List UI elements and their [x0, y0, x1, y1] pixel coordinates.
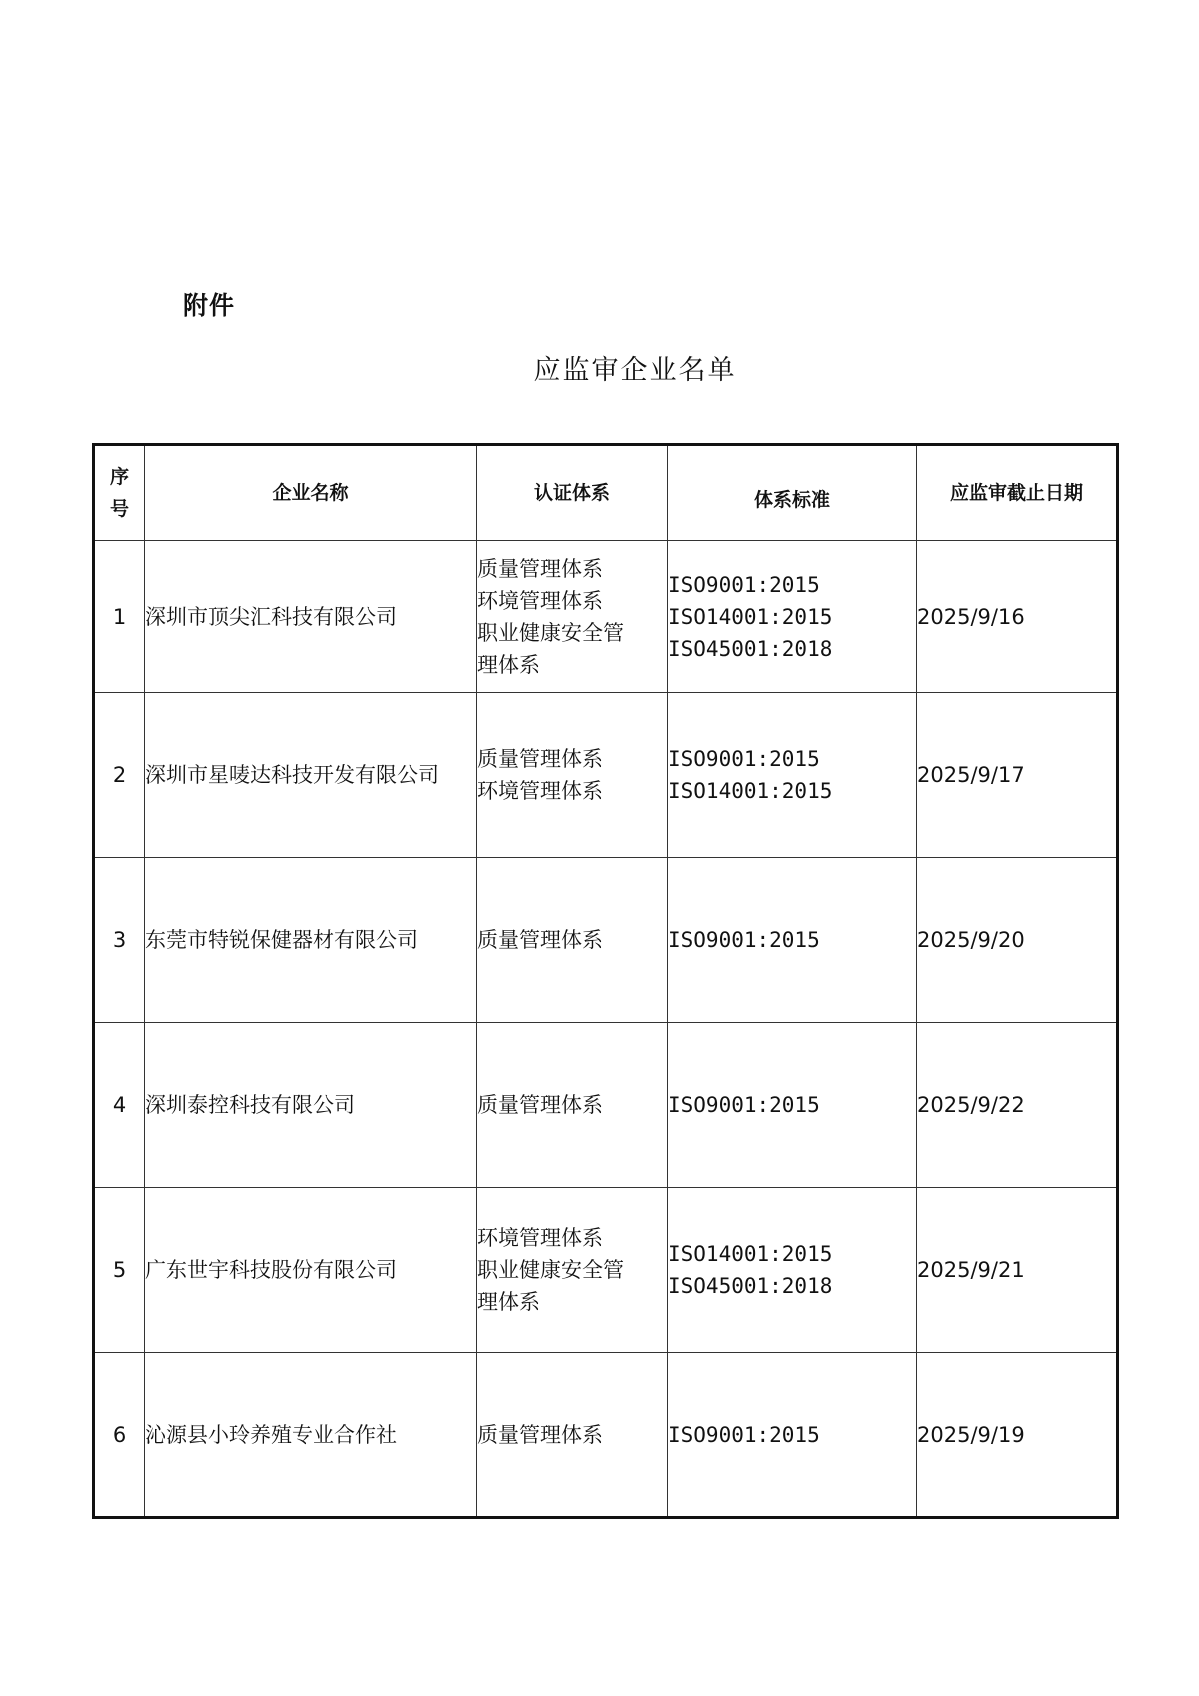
row-company-name: 东莞市特锐保健器材有限公司 [145, 858, 477, 1023]
row-standards [668, 858, 917, 1023]
cert-system-line: 质量管理体系 [477, 747, 603, 771]
row-cert-systems [477, 1023, 668, 1188]
document-title: 应监审企业名单 [533, 355, 737, 386]
header-system: 认证体系 [477, 445, 668, 541]
standard-line: ISO45001:2018 [668, 1274, 833, 1298]
row-deadline: 2025/9/20 [917, 858, 1118, 1023]
row-deadline: 2025/9/21 [917, 1188, 1118, 1353]
cert-system-line: 职业健康安全管 [477, 1258, 624, 1282]
table-header-row [94, 445, 1118, 541]
table-row [94, 858, 1118, 1023]
cert-system-line: 环境管理体系 [477, 1226, 603, 1250]
cert-system-line: 环境管理体系 [477, 588, 603, 613]
row-seq: 3 [94, 858, 145, 1023]
table-body [94, 541, 1118, 1518]
row-company-name: 深圳市星唛达科技开发有限公司 [145, 693, 477, 858]
row-standards [668, 1188, 917, 1353]
row-deadline: 2025/9/17 [917, 693, 1118, 858]
row-standards [668, 1023, 917, 1188]
row-seq: 1 [94, 541, 145, 693]
standard-line: ISO14001:2015 [668, 779, 833, 803]
header-seq-line1: 序 [109, 466, 129, 488]
header-company: 企业名称 [145, 445, 477, 541]
header-deadline: 应监审截止日期 [917, 445, 1118, 541]
row-company-name: 深圳市顶尖汇科技有限公司 [145, 541, 477, 693]
table-row [94, 693, 1118, 858]
cert-system-line: 职业健康安全管 [477, 620, 624, 645]
cert-system-line: 质量管理体系 [477, 556, 603, 581]
row-company-name: 深圳泰控科技有限公司 [145, 1023, 477, 1188]
table-row [94, 541, 1118, 693]
standard-line: ISO14001:2015 [668, 1242, 833, 1266]
row-cert-systems [477, 1188, 668, 1353]
cert-system-line: 质量管理体系 [477, 1093, 603, 1117]
row-standards [668, 693, 917, 858]
row-deadline: 2025/9/22 [917, 1023, 1118, 1188]
attachment-label: 附件 [183, 291, 236, 320]
standard-line: ISO9001:2015 [668, 1422, 820, 1447]
standard-line: ISO9001:2015 [668, 747, 820, 771]
table-row [94, 1023, 1118, 1188]
table-row [94, 1353, 1118, 1518]
table-row [94, 1188, 1118, 1353]
row-company-name: 广东世宇科技股份有限公司 [145, 1188, 477, 1353]
standard-line: ISO9001:2015 [668, 928, 820, 952]
cert-system-line: 理体系 [477, 652, 540, 677]
row-seq: 2 [94, 693, 145, 858]
row-standards [668, 541, 917, 693]
row-company-name: 沁源县小玲养殖专业合作社 [145, 1353, 477, 1518]
row-cert-systems [477, 858, 668, 1023]
cert-system-line: 质量管理体系 [477, 1422, 603, 1447]
header-seq-line2: 号 [109, 498, 129, 520]
standard-line: ISO14001:2015 [668, 604, 833, 629]
header-standard: 体系标准 [668, 445, 917, 541]
cert-system-line: 质量管理体系 [477, 928, 603, 952]
row-seq: 4 [94, 1023, 145, 1188]
row-seq: 5 [94, 1188, 145, 1353]
cert-system-line: 理体系 [477, 1290, 540, 1314]
row-cert-systems [477, 541, 668, 693]
row-deadline: 2025/9/19 [917, 1353, 1118, 1518]
row-standards [668, 1353, 917, 1518]
standard-line: ISO9001:2015 [668, 572, 820, 597]
standard-line: ISO9001:2015 [668, 1093, 820, 1117]
row-seq: 6 [94, 1353, 145, 1518]
row-cert-systems [477, 1353, 668, 1518]
row-cert-systems [477, 693, 668, 858]
company-list-table [92, 443, 1119, 1519]
cert-system-line: 环境管理体系 [477, 779, 603, 803]
standard-line: ISO45001:2018 [668, 636, 833, 661]
row-deadline: 2025/9/16 [917, 541, 1118, 693]
header-seq [94, 445, 145, 541]
